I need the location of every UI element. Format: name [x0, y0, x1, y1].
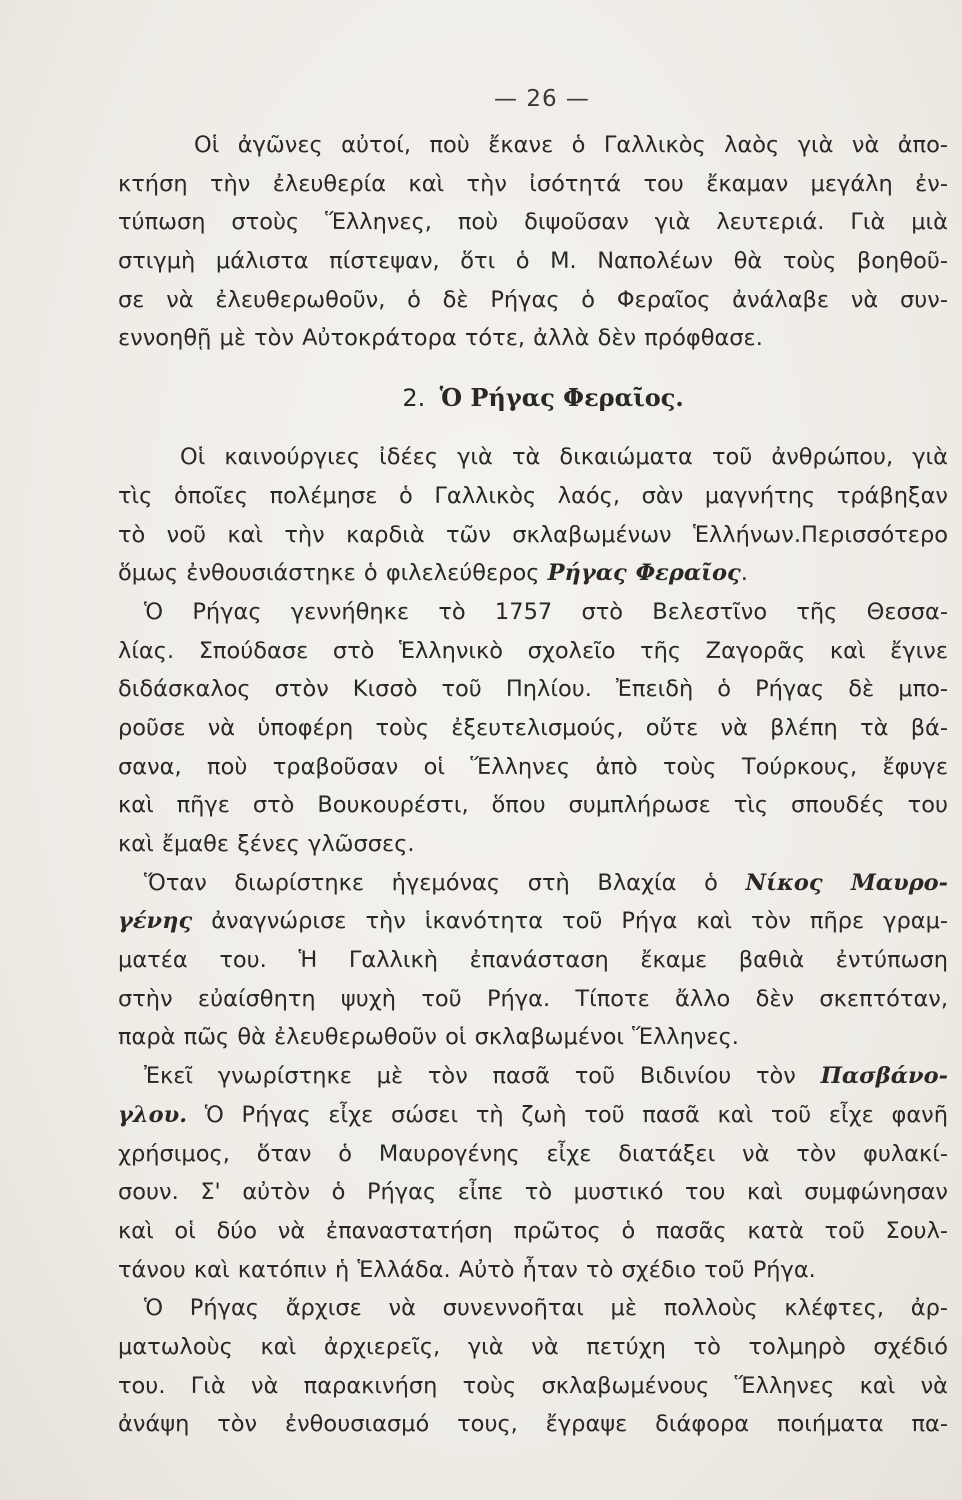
text-line: Ὁ Ρήγας ἄρχισε νὰ συνεννοῆται μὲ πολλοὺς κλέφτες, ἀρ-: [144, 1295, 948, 1322]
section-title: Ὁ Ρήγας Φεραῖος.: [439, 383, 684, 413]
text-line: [118, 554, 948, 593]
text-line: Οἱ καινούργιες ἰδέες γιὰ τὰ δικαιώματα τοῦ ἀνθρώπου, γιὰ: [180, 444, 948, 471]
text-line: ματέα του. Ἡ Γαλλικὴ ἐπανάσταση ἔκαμε βαθιὰ ἐντύπωση: [118, 947, 948, 974]
text-line: του. Γιὰ νὰ παρακινήση τοὺς σκλαβωμένους Ἕλληνες καὶ νὰ: [118, 1372, 948, 1399]
body-text: [118, 126, 948, 1444]
text-line: καὶ πῆγε στὸ Βουκουρέστι, ὅπου συμπλήρωσε τὶς σπουδές του: [118, 792, 948, 819]
text-line: τάνου καὶ κατόπιν ἡ Ἑλλάδα. Αὐτὸ ἦταν τὸ σχέδιο τοῦ Ρήγα.: [118, 1256, 816, 1283]
text-line: ἀνάψη τὸν ἐνθουσιασμό τους, ἔγραψε διάφορα ποιήματα πα-: [118, 1411, 948, 1438]
page-number: — 26 —: [494, 86, 590, 112]
text-span: ὅμως ἐνθουσιάστηκε ὁ φιλελεύθερος: [118, 560, 548, 587]
section-number: 2.: [402, 384, 426, 413]
text-span: .: [740, 560, 748, 587]
text-line: παρὰ πῶς θὰ ἐλευθερωθοῦν οἱ σκλαβωμένοι Ἕλληνες.: [118, 1024, 739, 1051]
text-line: στιγμὴ μάλιστα πίστεψαν, ὅτι ὁ Μ. Ναπολέων θὰ τοὺς βοηθοῦ-: [118, 248, 948, 275]
text-line: Ὁ Ρήγας γεννήθηκε τὸ 1757 στὸ Βελεστῖνο τῆς Θεσσα-: [144, 598, 948, 625]
text-line: [118, 864, 948, 903]
text-line: σανα, ποὺ τραβοῦσαν οἱ Ἕλληνες ἀπὸ τοὺς Τούρκους, ἔφυγε: [118, 753, 948, 780]
text-line: χρήσιμος, ὅταν ὁ Μαυρογένης εἶχε διατάξει νὰ τὸν φυλακί-: [118, 1140, 948, 1167]
text-line: τύπωση στοὺς Ἕλληνες, ποὺ διψοῦσαν γιὰ λευτεριά. Γιὰ μιὰ: [118, 209, 948, 236]
text-span: ἀναγνώρισε τὴν ἱκανότητα τοῦ Ρήγα καὶ τὸν πῆρε γραμ-: [192, 908, 948, 935]
text-line: σε νὰ ἐλευθερωθοῦν, ὁ δὲ Ρήγας ὁ Φεραῖος ἀνάλαβε νὰ συν-: [118, 286, 948, 313]
text-line: [118, 1096, 948, 1135]
text-line: στὴν εὐαίσθητη ψυχὴ τοῦ Ρήγα. Τίποτε ἄλλο δὲν σκεπτόταν,: [118, 985, 948, 1012]
text-line: κτήση τὴν ἐλευθερία καὶ τὴν ἰσότητά του ἔκαμαν μεγάλη ἐν-: [118, 170, 948, 197]
text-line: καὶ οἱ δύο νὰ ἐπαναστατήση πρῶτος ὁ πασᾶς κατὰ τοῦ Σουλ-: [118, 1217, 948, 1244]
text-line: [118, 902, 948, 941]
text-line: διδάσκαλος στὸν Κισσὸ τοῦ Πηλίου. Ἐπειδὴ ὁ Ρήγας δὲ μπο-: [118, 676, 948, 703]
text-line: λίας. Σπούδασε στὸ Ἑλληνικὸ σχολεῖο τῆς Ζαγορᾶς καὶ ἔγινε: [118, 637, 948, 664]
text-span: Ἐκεῖ γνωρίστηκε μὲ τὸν πασᾶ τοῦ Βιδινίου τὸν: [144, 1063, 821, 1090]
text-line: ματωλοὺς καὶ ἀρχιερεῖς, γιὰ νὰ πετύχη τὸ τολμηρὸ σχέδιό: [118, 1333, 948, 1360]
text-line: τὸ νοῦ καὶ τὴν καρδιὰ τῶν σκλαβωμένων Ἑλλήνων.Περισσότερο: [118, 521, 948, 548]
text-line: σουν. Σ' αὐτὸν ὁ Ρήγας εἶπε τὸ μυστικό του καὶ συμφώνησαν: [118, 1179, 948, 1206]
text-line: τὶς ὁποῖες πολέμησε ὁ Γαλλικὸς λαός, σὰν μαγνήτης τράβηξαν: [118, 482, 948, 509]
text-span: Ὁ Ρήγας εἶχε σώσει τὴ ζωὴ τοῦ πασᾶ καὶ τοῦ εἶχε φανῆ: [187, 1101, 948, 1128]
text-span: Ὅταν διωρίστηκε ἡγεμόνας στὴ Βλαχία ὁ: [144, 869, 746, 896]
person-name: Νίκος Μαυρο-: [745, 869, 948, 896]
text-line: ροῦσε νὰ ὑποφέρη τοὺς ἐξευτελισμούς, οὔτε νὰ βλέπη τὰ βά-: [118, 714, 948, 741]
person-name: γλου.: [118, 1101, 188, 1128]
person-name: γένης: [118, 908, 193, 935]
text-line: καὶ ἔμαθε ξένες γλῶσσες.: [118, 831, 415, 857]
text-line: Οἱ ἀγῶνες αὐτοί, ποὺ ἔκανε ὁ Γαλλικὸς λαὸς γιὰ νὰ ἀπο-: [194, 132, 948, 158]
section-heading: [118, 358, 948, 438]
person-name: Πασβάνο-: [820, 1063, 948, 1090]
text-line: [118, 1057, 948, 1096]
text-line: εννοηθῇ μὲ τὸν Αὐτοκράτορα τότε, ἀλλὰ δὲν πρόφθασε.: [118, 325, 763, 352]
person-name: Ρήγας Φεραῖος: [547, 560, 741, 587]
